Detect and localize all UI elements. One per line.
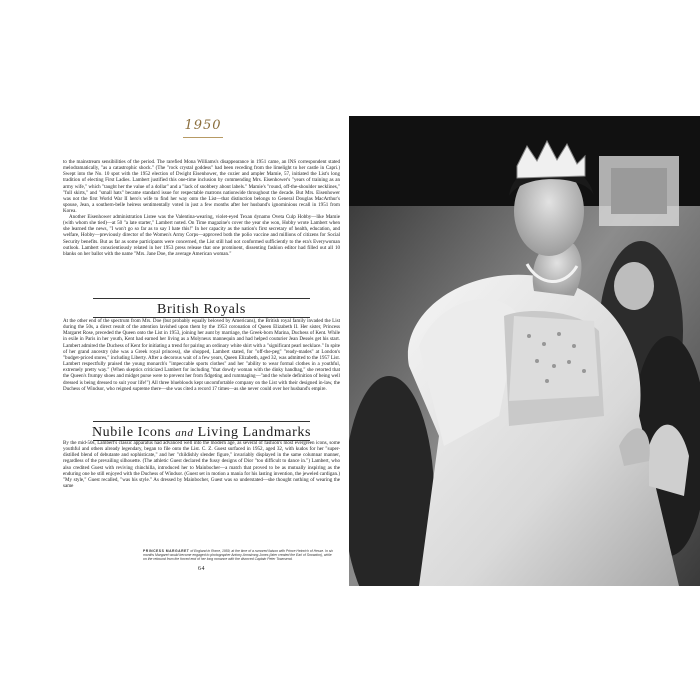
title-conjunction: and: [175, 427, 194, 439]
body-column-top: [63, 159, 340, 214]
section-divider: [93, 298, 310, 299]
paragraph-4: By the mid-50s, Lambert's classic apparatus had advanced well into the modern age, as several of fashion's most evergreen icons, some youthful and others already legendary, began to file onto the List. C. Z. Guest surfaced in 1952, aged 32, with kudos for her "super-distilled blend of debutante and sophisticate," and her "childishly slender figure," invariably displayed in the same columnar manner, regardless of the prevailing silhouette. (The athletic Guest declared the fussy designs of Dior "too difficult to dance in.") Lambert, who also credited Guest with reviving chinchilla, introduced her to Mainbocher—a match that proved to be as mutually inspiring as the enduring one he still enjoyed with the Duchess of Windsor. (Guest set in motion a mania for his lasting invention, the jeweled cardigan.) "My style," Guest recalled, "was his style." As dressed by Mainbocher, Guest was so understated—she thought nothing of wearing the same: [63, 440, 340, 490]
section-title-nubile-icons: [55, 425, 348, 441]
section-british-royals-text: [63, 318, 340, 392]
paragraph-3: At the other end of the spectrum from Mrs. Doe (but probably equally beloved by Americans), the British royal family invaded the List during the 50s, a direct result of the attention lavished upon them by the 1953 coronation of Queen Elizabeth II. Her sister, Princess Margaret Rose, preceded the Queen onto the List in 1953, joining her aunt by marriage, the Greek-born Marina, Duchess of Kent. While in exile in Paris in her youth, Kent had earned her living as a Molyneux mannequin and had helped couturier Jean Dessès get his start. Lambert admired the Duchess of Kent for initiating a trend for pairing an ordinary white shirt with a "significant pearl necklace." In spite of her grand ancestry (she was a Greek royal princess), she shopped, Lambert stated, for "off-the-peg" "ready-mades" at London's "budget-priced stores," including Liberty. After a decorous wait of a few years, Queen Elizabeth, aged 32, was admitted to the 1957 List. Lambert respectfully praised the young monarch's "impeccable sports clothes" and her "ability to wear formal clothes in a youthful, extremely pretty way." (When skeptics criticized Lambert for including "that dowdy woman with the dinky handbag," she retorted that the Queen's frumpy shoes and midget purse were to prevent her from fidgeting and rummaging—"and the whole definition of being well dressed is being dressed to suit your life!") All three bluebloods kept uncomfortable company on the List with their designed in-law, the Duchess of Windsor, who reigned supreme there—she was cited a record 17 times—as she never could over her husband's empire.: [63, 318, 340, 392]
portrait-photo: [349, 116, 700, 586]
title-part-1: Nubile Icons: [91, 425, 172, 440]
section-divider: [93, 421, 310, 422]
photo-illustration: [349, 116, 700, 586]
caption-text: of England in Rome, 1959, at the time of a rumored liaison with Prince Heinrich of Hesse. In six months Margaret would become engaged to photographer Antony Armstrong-Jones (later created the Earl of Snowdon), while on the rebound from the forced end of her long romance with the divorced Captain Peter Townsend.: [143, 549, 333, 562]
section-title-british-royals: British Royals: [157, 302, 246, 317]
page-number: 64: [198, 566, 205, 572]
decade-logo: 1950: [175, 118, 231, 140]
title-part-2: Living Landmarks: [197, 425, 312, 440]
left-page: [55, 118, 348, 588]
section-nubile-icons-text: [63, 440, 340, 489]
caption-name: PRINCESS MARGARET: [143, 549, 190, 553]
body-column-continued: [63, 214, 340, 257]
paragraph-2: Another Eisenhower administration Listee was the Valentina-wearing, violet-eyed Texan dynamo Oveta Culp Hobby—like Mamie (with whom she tied)—at 50 "a late starter," Lambert noted. On Time magazine's cover the year she won, Hobby wrote Lambert when she learned the news, "I won't go so far as to say I hate this!" In her capacity as the nation's first secretary of health, education, and welfare, Hobby—previously director of the Women's Army Corps—approved both the polio vaccine and millions of citizens for Social Security benefits. But as far as some participants were concerned, the List still had not conformed sufficiently to the era's Everywoman outlook. Lambert conscientiously related in her 1953 press release that one prominent, dissenting fashion editor had filled out all 10 blanks on her ballot with the name "Mrs. Jane Doe, the average American woman.": [63, 214, 340, 257]
photo-caption: [143, 549, 333, 562]
paragraph-1: to the mainstream sensibilities of the period. The rarefied Mona Williams's disappearance in 1951 came, an INS correspondent stated melodramatically, "as a catastrophic shock." (The "rock crystal goddess" had been receding from the limelight to her castle in Capri.) Swept into the No. 10 spot with the 1952 election of Dwight Eisenhower, the cozier and ampler Mamie, 57, initiated the List's long tradition of electing First Ladies. Lambert justified this one-time inclusion by commending Mrs. Eisenhower's "years of training as an army wife," which "taught her the value of a dollar" and a "lack of snobbery about labels." Mamie's "round, off-the-shoulder necklines," "full skirts," and "small hats" became standard issue for respectable matrons nationwide throughout the decade. But Mrs. Eisenhower was not the first World War II hero's wife to find her way onto the List—that distinction belongs to General Douglas MacArthur's spouse, Jean, a southern-belle heiress sentimentally voted in just a few months after her husband's ignominious recall in 1951 from Korea.: [63, 159, 340, 215]
